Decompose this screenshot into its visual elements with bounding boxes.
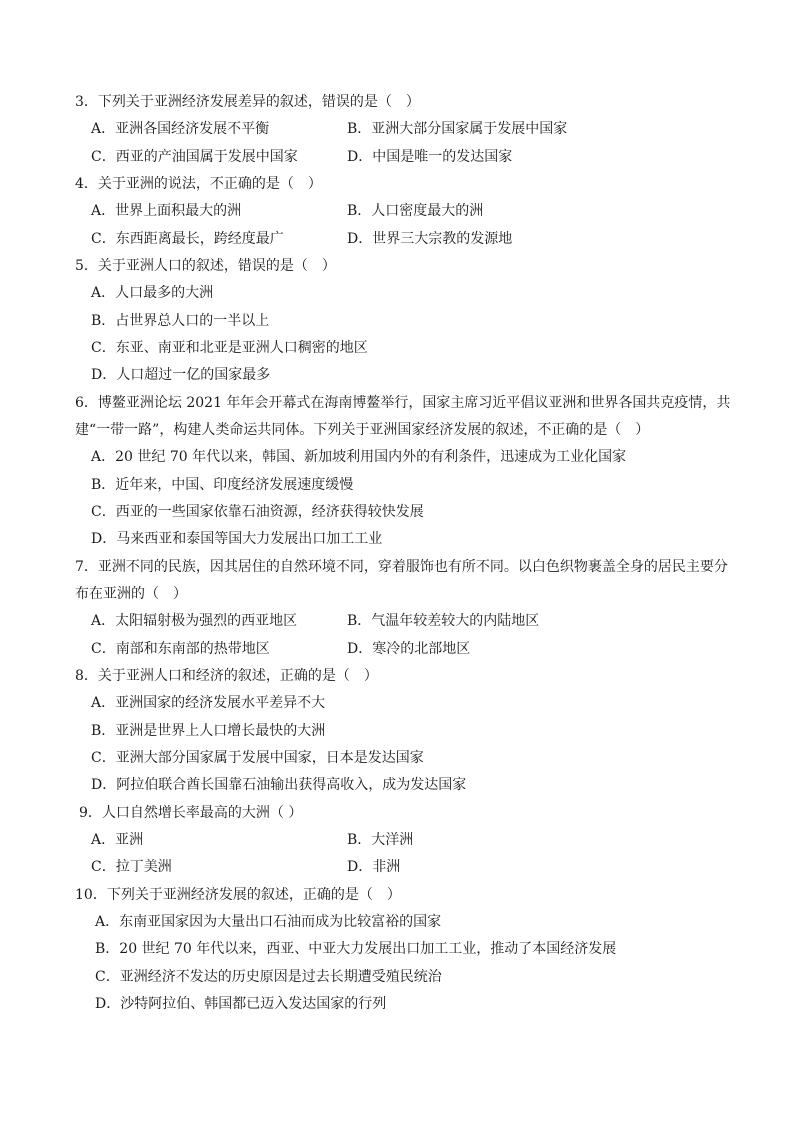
question-7-option-a: A．太阳辐射极为强烈的西亚地区 (91, 613, 298, 630)
question-5-option-c: C．东亚、南亚和北亚是亚洲人口稠密的地区 (91, 339, 368, 356)
question-10-option-d: D．沙特阿拉伯、韩国都已迈入发达国家的行列 (95, 995, 387, 1012)
question-5-option-d: D．人口超过一亿的国家最多 (91, 367, 271, 384)
question-8-stem: 8．关于亚洲人口和经济的叙述，正确的是（ ） (75, 667, 378, 684)
question-6-option-c: C．西亚的一些国家依靠石油资源，经济获得较快发展 (91, 503, 424, 520)
question-8-option-a: A．亚洲国家的经济发展水平差异不大 (91, 695, 326, 712)
question-9-options-row-1 (75, 827, 735, 854)
question-3-options-row-1 (75, 116, 735, 143)
question-4-options-row-2 (75, 226, 735, 253)
question-6-option-a: A．20 世纪 70 年代以来，韩国、新加坡利用国内外的有利条件，迅速成为工业化国家 (91, 449, 627, 466)
question-3-option-c: C．西亚的产油国属于发展中国家 (91, 148, 298, 165)
question-5-option-b: B．占世界总人口的一半以上 (91, 312, 270, 329)
question-4-option-a: A．世界上面积最大的洲 (91, 203, 242, 220)
question-7-option-b: B．气温年较差较大的内陆地区 (347, 613, 540, 630)
question-8-option-c: C．亚洲大部分国家属于发展中国家，日本是发达国家 (91, 749, 424, 766)
question-9-stem: 9．人口自然增长率最高的大洲（ ） (79, 804, 303, 821)
question-6-option-d: D．马来西亚和泰国等国大力发展出口加工工业 (91, 531, 383, 548)
question-7-stem-line-2: 布在亚洲的（ ） (75, 585, 187, 602)
question-6-option-b: B．近年来，中国、印度经济发展速度缓慢 (91, 476, 354, 493)
question-7-options-row-2 (75, 636, 735, 663)
question-7-option-c: C．南部和东南部的热带地区 (91, 640, 270, 657)
question-4-option-c: C．东西距离最长，跨经度最广 (91, 230, 284, 247)
question-4-option-b: B．人口密度最大的洲 (347, 203, 484, 220)
question-9-option-d: D．非洲 (347, 859, 401, 876)
question-6-stem-line-2: 建“一带一路”，构建人类命运共同体。下列关于亚洲国家经济发展的叙述，不正确的是（ ） (75, 421, 650, 438)
question-9-options-row-2 (75, 854, 735, 881)
question-10-stem: 10．下列关于亚洲经济发展的叙述，正确的是（ ） (75, 886, 401, 903)
question-3-option-d: D．中国是唯一的发达国家 (347, 148, 513, 165)
question-4-options-row-1 (75, 198, 735, 225)
question-4-stem: 4．关于亚洲的说法，不正确的是（ ） (75, 175, 322, 192)
question-7-stem-line-1: 7．亚洲不同的民族，因其居住的自然环境不同，穿着服饰也有所不同。以白色织物裹盖全身的居民主要分 (75, 558, 728, 575)
question-8-option-d: D．阿拉伯联合酋长国靠石油输出获得高收入，成为发达国家 (91, 777, 467, 794)
question-8-option-b: B．亚洲是世界上人口增长最快的大洲 (91, 722, 326, 739)
question-3-options-row-2 (75, 144, 735, 171)
question-3-stem: 3．下列关于亚洲经济发展差异的叙述，错误的是（ ） (75, 94, 420, 110)
question-3-option-a: A．亚洲各国经济发展不平衡 (91, 121, 270, 138)
question-7-option-d: D．寒冷的北部地区 (347, 640, 471, 657)
question-6-stem-line-1: 6．博鳌亚洲论坛 2021 年年会开幕式在海南博鳌举行，国家主席习近平倡议亚洲和世界各国共克疫情，共 (75, 394, 731, 411)
question-10-option-b: B．20 世纪 70 年代以来，西亚、中亚大力发展出口加工工业，推动了本国经济发展 (95, 941, 617, 958)
question-5-stem: 5．关于亚洲人口的叙述，错误的是（ ） (75, 257, 336, 274)
question-9-option-a: A．亚洲 (91, 831, 144, 848)
question-5-option-a: A．人口最多的大洲 (91, 285, 214, 302)
question-9-option-b: B．大洋洲 (347, 831, 414, 848)
question-9-option-c: C．拉丁美洲 (91, 859, 172, 876)
question-list (75, 89, 735, 1018)
question-7-options-row-1 (75, 608, 735, 635)
question-10-option-c: C．亚洲经济不发达的历史原因是过去长期遭受殖民统治 (95, 968, 442, 985)
question-4-option-d: D．世界三大宗教的发源地 (347, 230, 513, 247)
question-10-option-a: A．东南亚国家因为大量出口石油而成为比较富裕的国家 (95, 913, 442, 930)
question-3-option-b: B．亚洲大部分国家属于发展中国家 (347, 121, 568, 138)
